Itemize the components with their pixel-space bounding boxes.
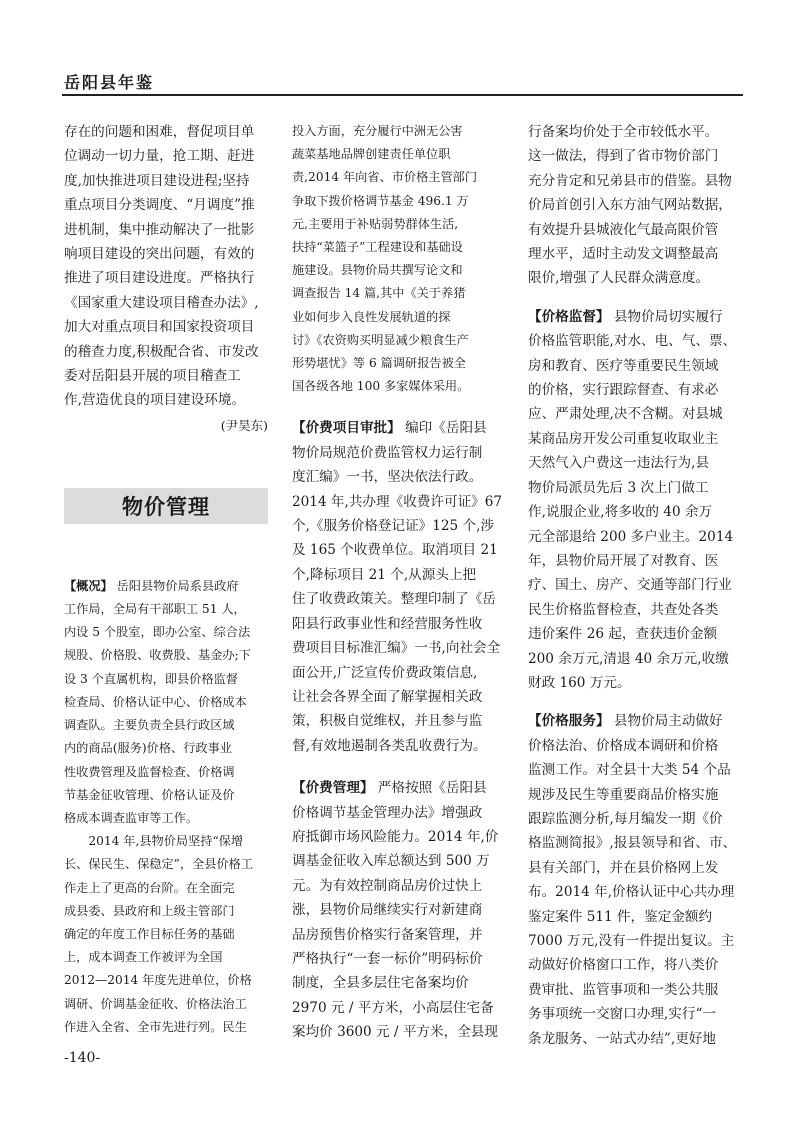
section-heading-bar <box>64 488 268 524</box>
price-supervision-tag: 【价格监督】 <box>528 308 610 325</box>
fee-review-text: 编印《岳阳县 物价局规范价费监管权力运行制 度汇编》一书，坚决依法行政。 2014 年,共办理《收费许可证》67 个,《服务价格登记证》125 个,涉 及 165 个收费单位。取消项目 21 个,降标项目 21 个,从源头上把 住了收费政策关。整理印制了《岳 阳县行政事业性和经营服务性收 费项目目标准汇编》一书,向社会全 面公开,广泛宣传价费政策信息, 让社会各界全面了解掌握相关政 策，积极自觉维权，并且参与监 督,有效地遏制各类乱收费行为。 <box>292 420 503 754</box>
column-middle <box>292 120 505 1045</box>
fee-review-tag: 【价费项目审批】 <box>292 420 401 437</box>
continued-paragraph: 投入方面，充分履行中洲无公害 蔬菜基地品牌创建责任单位职 责,2014 年向省、市价格主管部门 争取下拨价格调节基金 496.1 万 元,主要用于补贴弱势群体生活, 扶持“菜篮子”工程建设和基础设 施建设。县物价局共撰写论文和 调查报告 14 篇,其中《关于养猪 业如何步入良性发展轨道的探 讨》《农资购买明显减少粮食生产 形势堪忧》等 6 篇调研报告被全 国各级各地 100 多家媒体采用。 <box>292 124 478 394</box>
column-left <box>64 120 268 1039</box>
price-service-tag: 【价格服务】 <box>528 713 610 730</box>
spacer <box>528 291 743 305</box>
continued-paragraph: 行备案均价处于全市较低水平。 这一做法，得到了省市物价部门 充分肯定和兄弟县市的借鉴。县物 价局首创引入东方油气网站数据， 有效提升县城液化气最高限价管 理水平，适时主动发文调整最高 限价,增强了人民群众满意度。 <box>528 124 732 287</box>
fee-review-paragraph <box>292 416 505 758</box>
author-signature: (尹昊东) <box>220 417 268 433</box>
overview-tag: 【概况】 <box>64 578 113 593</box>
project-inspection-paragraph: 存在的问题和困难，督促项目单 位调动一切力量，抢工期、赶进 度,加快推进项目建设进程;坚持 重点项目分类调度、“月调度”推 进机制，集中推动解决了一批影 响项目建设的突出问题，有效的 推进了项目建设进度。严格执行 《国家重大建设项目稽查办法》, 加大对重点项目和国家投资项目 的稽查力度,积极配合省、市发改 委对岳阳县开展的项目稽查工 作,营造优良的项目建设环境。 <box>64 124 259 409</box>
price-supervision-paragraph <box>528 305 743 696</box>
annual-work-paragraph: 2014 年,县物价局坚持“保增 长、保民生、保稳定”，全县价格工 作走上了更高的台阶。在全面完 成县委、县政府和上级主管部门 确定的年度工作目标任务的基础 上，成本调查工作被评为全国 2012—2014 年度先进单位，价格 调研、价调基金征收、价格法治工 作进入全省、全市先进行列。民生 <box>64 834 254 1034</box>
fee-management-paragraph <box>292 776 505 1044</box>
price-supervision-text: 县物价局切实履行 价格监管职能,对水、电、气、票、 房和教育、医疗等重要民生领域 的价格，实行跟踪督查、有求必 应、严肃处理,决不含糊。对县城 某商品房开发公司重复收取业主 天然气入户费这一违法行为,县 物价局派员先后 3 次上门做工 作,说服企业,将多收的 40 余万 元全部退给 200 多户业主。2014 年，县物价局开展了对教育、医 疗、国土、房产、交通等部门行业 民生价格监督检查，共查处各类 违价案件 26 起，查获违价金额 200 余万元,清退 40 余万元,收缴 财政 160 万元。 <box>528 308 737 691</box>
overview-text: 岳阳县物价局系县政府 工作局，全局有干部职工 51 人， 内设 5 个股室，即办公室、综合法 规股、价格股、收费股、基金办;下 设 3 个直属机构，即县价格监督 检查局、价格认证中心、价格成本 调查队。主要负责全县行政区域 内的商品(服务)价格、行政事业 性收费管理及监督检查、价格调 节基金征收管理、价格认证及价 格成本调查监审等工作。 <box>64 578 251 825</box>
price-service-text: 县物价局主动做好 价格法治、价格成本调研和价格 监测工作。对全县十大类 54 个品 规涉及民生等重要商品价格实施 跟踪监测分析,每月编发一期《价 格监测简报》,报县领导和省、市、 县有关部门，并在县价格网上发 布。2014 年,价格认证中心共办理 鉴定案件 511 件，鉴定金额约 7000 万元,没有一件提出复议。主 动做好价格窗口工作，将八类价 费审批、监管事项和一类公共服 务事项统一交窗口办理,实行“一 条龙服务、一站式办结”,更好地 <box>528 713 737 1047</box>
price-service-paragraph <box>528 709 743 1051</box>
column-right <box>528 120 743 1051</box>
spacer <box>528 695 743 709</box>
spacer <box>292 758 505 776</box>
page-number: -140- <box>64 1050 101 1066</box>
fee-management-text: 严格按照《岳阳县 价格调节基金管理办法》增强政 府抵御市场风险能力。2014 年,价 调基金征收入库总额达到 500 万 元。为有效控制商品房价过快上 涨，县物价局继续实行对新建商 品房预售价格实行备案管理，并 严格执行“一套一标价”明码标价 制度，全县多层住宅备案均价 2970 元 / 平方米，小高层住宅备 案均价 3600 元 / 平方米，全县现 <box>292 780 499 1041</box>
fee-management-tag: 【价费管理】 <box>292 780 374 797</box>
running-header: 岳阳县年鉴 <box>64 73 155 92</box>
section-title: 物价管理 <box>122 494 210 519</box>
spacer <box>292 398 505 416</box>
header-rule <box>62 94 743 96</box>
overview-paragraph <box>64 575 268 830</box>
